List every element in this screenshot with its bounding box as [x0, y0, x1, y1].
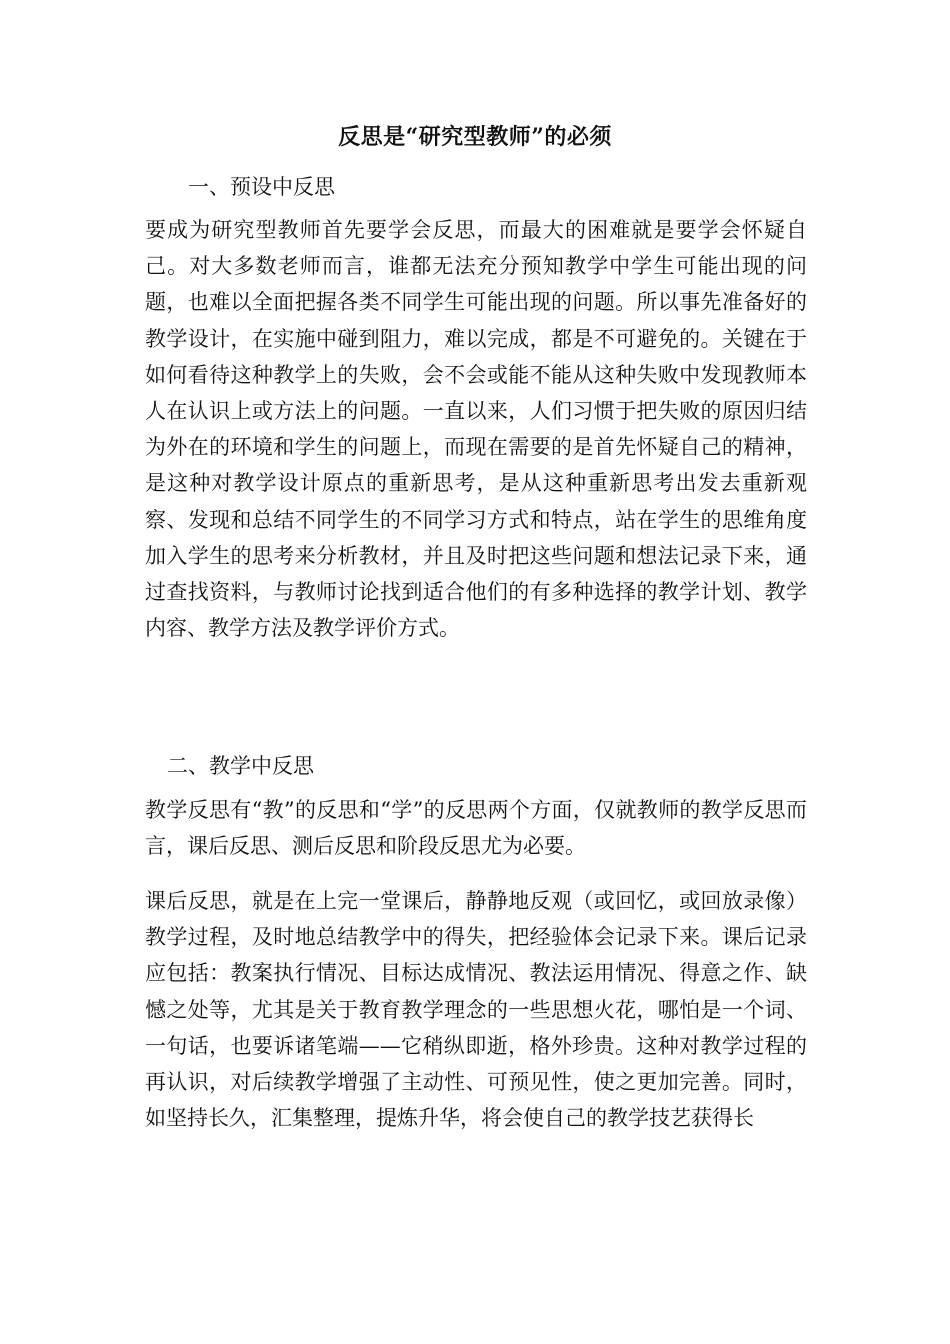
document-title: 反思是“研究型教师”的必须 — [338, 124, 612, 150]
section-paragraph-teaching-reflection-intro: 教学反思有“教”的反思和“学”的反思两个方面，仅就教师的教学反思而言，课后反思、测后反思和阶段反思尤为必要。 — [145, 798, 807, 859]
section-paragraph-after-class-reflection: 课后反思，就是在上完一堂课后，静静地反观（或回忆，或回放录像）教学过程，及时地总结教学中的得失，把经验体会记录下来。课后记录应包括：教案执行情况、目标达成情况、教法运用情况、得意之作、缺憾之处等，尤其是关于教育教学理念的一些思想火花，哪怕是一个词、一句话，也要诉诸笔端——它稍纵即逝，格外珍贵。这种对教学过程的再认识，对后续教学增强了主动性、可预见性，使之更加完善。同时，如坚持长久，汇集整理，提炼升华，将会使自己的教学技艺获得长 — [145, 889, 807, 1131]
section-paragraph-preset-reflection: 要成为研究型教师首先要学会反思，而最大的困难就是要学会怀疑自己。对大多数老师而言，谁都无法充分预知教学中学生可能出现的问题，也难以全面把握各类不同学生可能出现的问题。所以事先准备好的教学设计，在实施中碰到阻力，难以完成，都是不可避免的。关键在于如何看待这种教学上的失败，会不会或能不能从这种失败中发现教师本人在认识上或方法上的问题。一直以来，人们习惯于把失败的原因归结为外在的环境和学生的问题上，而现在需要的是首先怀疑自己的精神，是这种对教学设计原点的重新思考，是从这种重新思考出发去重新观察、发现和总结不同学生的不同学习方式和特点，站在学生的思维角度加入学生的思考来分析教材，并且及时把这些问题和想法记录下来，通过查找资料，与教师讨论找到适合他们的有多种选择的教学计划、教学内容、教学方法及教学评价方式。 — [145, 218, 807, 641]
section-heading-teaching-reflection: 二、教学中反思 — [167, 754, 314, 778]
section-heading-preset-reflection: 一、预设中反思 — [188, 175, 335, 199]
